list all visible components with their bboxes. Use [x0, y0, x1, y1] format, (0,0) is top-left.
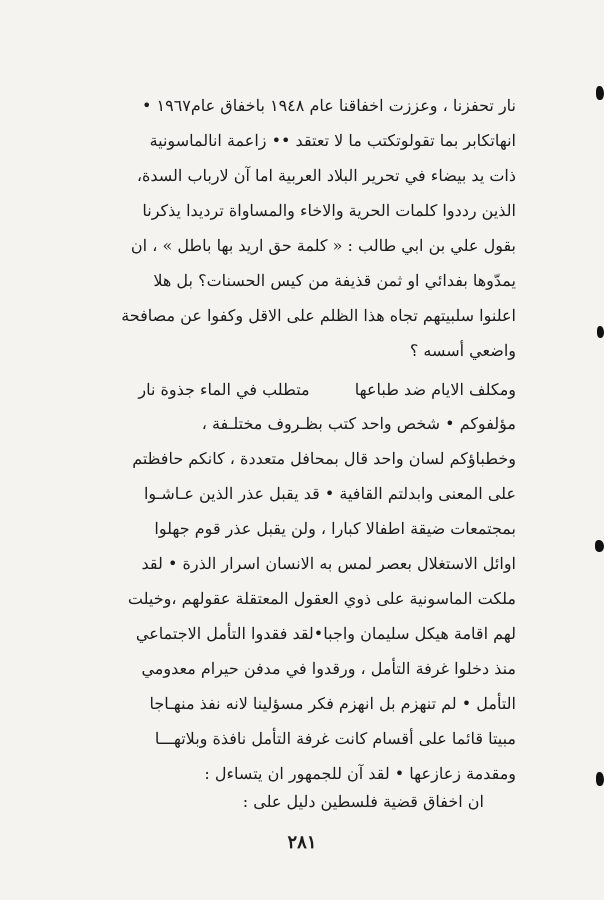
text-line: بقول علي بن ابي طالب : « كلمة حق اريد بها باطل » ، ان [130, 236, 516, 255]
verse-hemistich-2: متطلب في الماء جذوة نار [138, 380, 310, 399]
verse-hemistich-1: ومكلف الايام ضد طباعها [354, 380, 516, 399]
ink-blot-mark [596, 772, 604, 786]
text-line: بمجتمعات ضيقة اطفالا كبارا ، ولن يقبل عذر قوم جهلوا [154, 519, 516, 538]
text-line: نار تحفزنا ، وعززت اخفاقنا عام ١٩٤٨ باخفاق عام١٩٦٧ • [141, 96, 516, 115]
ink-blot-mark [595, 540, 604, 552]
text-line: منذ دخلوا غرفة التأمل ، ورقدوا في مدفن حيرام معدومي [141, 659, 516, 678]
ink-blot-mark [596, 86, 604, 100]
text-line: اوائل الاستغلال بعصر لمس به الانسان اسرار الذرة • لقد [141, 554, 516, 573]
ink-blot-mark [597, 326, 604, 338]
text-line: ملكت الماسونية على ذوي العقول المعتقلة عقولهم ،وخيلت [127, 589, 516, 608]
text-line: وخطباؤكم لسان واحد قال بمحافل متعددة ، كانكم حافظتم [132, 449, 516, 468]
text-line: انهاتكابر بما تقولوتكتب ما لا تعتقد •• زاعمة انالماسونية [149, 131, 516, 150]
text-line: ذات يد بيضاء في تحرير البلاد العربية اما آن لارباب السدة، [136, 166, 516, 185]
text-line: مبيتا قائما على أقسام كانت غرفة التأمل نافذة وبلاتهـــا [154, 729, 516, 748]
text-line: اعلنوا سلبيتهم تجاه هذا الظلم على الاقل وكفوا عن مصافحة [121, 306, 516, 325]
text-line: واضعي أسسه ؟ [409, 341, 516, 360]
poetry-verse [86, 372, 516, 407]
text-line: لهم اقامة هيكل سليمان واجبا•لقد فقدوا التأمل الاجتماعي [135, 624, 516, 643]
page-number: ٢٨١ [287, 832, 317, 853]
text-line: ومقدمة زعازعها • لقد آن للجمهور ان يتساءل : [204, 764, 516, 783]
text-line: يمدّوها بفدائي او ثمن قذيفة من كيس الحسنات؟ بل هلا [153, 271, 516, 290]
paragraph-1 [86, 88, 516, 368]
text-line: على المعنى وابدلتم القافية • قد يقبل عذر الذين عـاشـوا [143, 484, 516, 503]
text-line: مؤلفوكم • شخص واحد كتب بظـروف مختلـفة ، [201, 414, 516, 433]
paragraph-2 [86, 406, 516, 791]
text-line: التأمل • لم تنهزم بل انهزم فكر مسؤلينا لانه نفذ منهـاجا [149, 694, 516, 713]
closing-line: ان اخفاق قضية فلسطين دليل على : [242, 792, 484, 811]
text-line: الذين رددوا كلمات الحرية والاخاء والمساواة ترديدا يذكرنا [142, 201, 516, 220]
